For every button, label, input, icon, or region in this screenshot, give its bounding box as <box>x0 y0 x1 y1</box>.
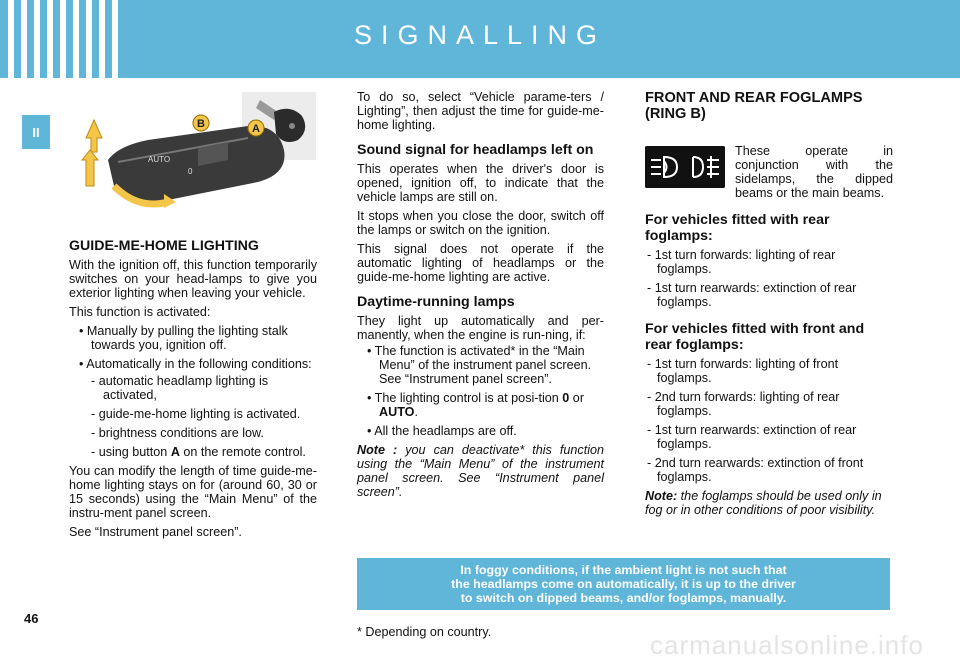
guide-subitem: - automatic headlamp lighting is activated, <box>91 374 269 402</box>
watermark: carmanualsonline.info <box>650 630 924 660</box>
callout-line: the headlamps come on automatically, it is up to the driver <box>451 577 796 591</box>
label-b-marker <box>193 115 209 131</box>
guide-paragraph: This function is activated: <box>69 305 211 319</box>
middle-paragraph: This operates when the driver's door is opened, ignition off, to indicate that the vehicle lamps are still on. <box>357 162 604 204</box>
guide-paragraph: You can modify the length of time guide-me-home lighting stays on for (around 60, 30 or 15 seconds) using the “Main Menu” of the instru-ment panel screen. <box>69 464 317 520</box>
middle-section <box>357 90 604 504</box>
middle-paragraph: It stops when you close the door, switch off the lamps or switch on the ignition. <box>357 209 604 237</box>
middle-paragraph: This signal does not operate if the automatic lighting of headlamps or the guide-me-home lighting are active. <box>357 242 604 284</box>
rear-foglamps-item: - 1st turn rearwards: extinction of rear foglamps. <box>647 281 857 309</box>
foglamps-intro: These operate in conjunction with the sidelamps, the dipped beams or the main beams. <box>735 144 893 200</box>
daytime-bullet: • The lighting control is at posi-tion 0 or AUTO. <box>367 391 585 419</box>
front-rear-item: - 2nd turn rearwards: extinction of front foglamps. <box>647 456 864 484</box>
svg-text:A: A <box>252 123 260 135</box>
daytime-note: Note : you can deactivate* this function using the “Main Menu” of the instrument panel screen. See “Instrument panel screen”. <box>357 443 604 499</box>
guide-paragraph: With the ignition off, this function temporarily switches on your head-lamps to give you exterior lighting when leaving your vehicle. <box>69 258 317 300</box>
guide-subitem: - using button A on the remote control. <box>91 445 306 459</box>
rear-foglamps-heading: For vehicles fitted with rear foglamps: <box>645 212 830 244</box>
svg-text:AUTO: AUTO <box>148 155 171 164</box>
daytime-bullet: • The function is activated* in the “Main Menu” of the instrument panel screen. See “Instrument panel screen”. <box>367 344 592 386</box>
daytime-heading: Daytime-running lamps <box>357 294 515 310</box>
page-number: 46 <box>24 611 39 626</box>
middle-paragraph: To do so, select “Vehicle parame-ters / Lighting”, then adjust the time for guide-me-home lighting. <box>357 90 604 132</box>
front-rear-foglamps-heading: For vehicles fitted with front and rear foglamps: <box>645 321 865 353</box>
sound-signal-heading: Sound signal for headlamps left on <box>357 142 594 158</box>
guide-bullet: • Automatically in the following conditions: <box>79 357 312 371</box>
svg-text:B: B <box>197 118 205 130</box>
foglamps-heading: FRONT AND REAR FOGLAMPS (RING B) <box>645 90 863 122</box>
callout-line: In foggy conditions, if the ambient light is not such that <box>460 563 787 577</box>
guide-paragraph: See “Instrument panel screen”. <box>69 525 242 539</box>
guide-subitem: - guide-me-home lighting is activated. <box>91 407 301 421</box>
front-rear-item: - 2nd turn forwards: lighting of rear foglamps. <box>647 390 840 418</box>
front-rear-item: - 1st turn rearwards: extinction of rear foglamps. <box>647 423 857 451</box>
section-tab[interactable]: II <box>22 115 50 149</box>
foglamps-intro-row <box>645 144 893 200</box>
callout-line: to switch on dipped beams, and/or foglamps, manually. <box>460 591 787 605</box>
label-a-marker <box>248 120 264 136</box>
middle-paragraph: They light up automatically and per-manently, when the engine is run-ning, if: <box>357 314 604 342</box>
svg-text:0: 0 <box>188 167 193 176</box>
page-title: SIGNALLING <box>353 20 607 50</box>
guide-bullet: • Manually by pulling the lighting stalk towards you, ignition off. <box>79 324 288 352</box>
rear-foglamps-item: - 1st turn forwards: lighting of rear foglamps. <box>647 248 836 276</box>
foglamps-section <box>645 90 893 522</box>
foglamps-note: Note: the foglamps should be used only in fog or in other conditions of poor visibility. <box>645 489 882 517</box>
footnote: * Depending on country. <box>357 625 492 639</box>
foggy-conditions-callout <box>357 558 890 610</box>
foglamp-indicator-icon <box>645 146 725 188</box>
header-banner <box>0 0 960 78</box>
lighting-stalk-photo <box>78 90 316 212</box>
guide-me-home-section <box>69 238 317 544</box>
daytime-bullet: • All the headlamps are off. <box>367 424 517 438</box>
guide-subitem: - brightness conditions are low. <box>91 426 264 440</box>
guide-heading: GUIDE-ME-HOME LIGHTING <box>69 238 259 254</box>
front-rear-item: - 1st turn forwards: lighting of front foglamps. <box>647 357 839 385</box>
